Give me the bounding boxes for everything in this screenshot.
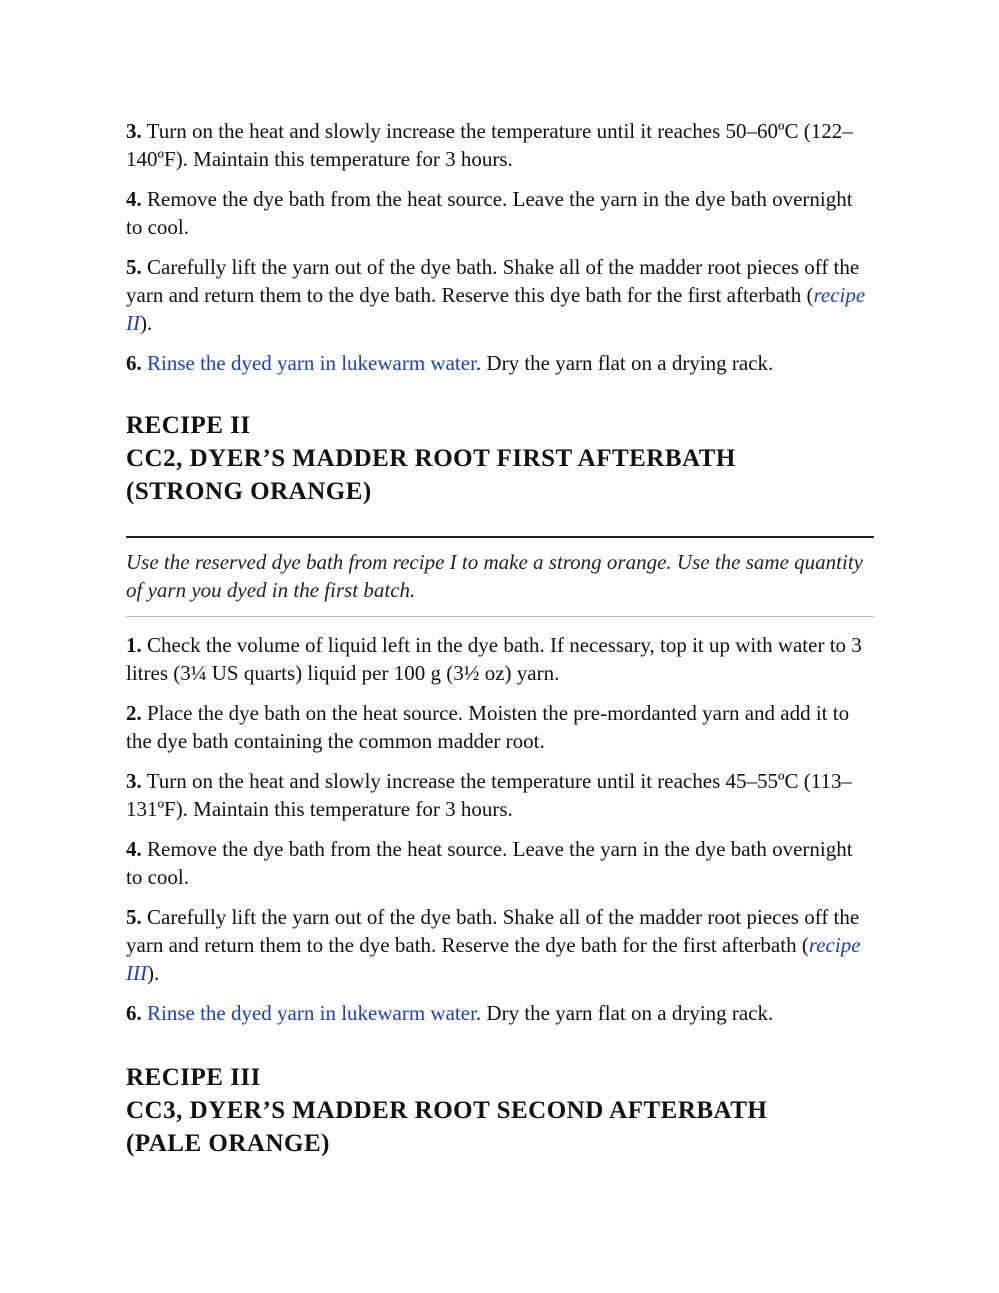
step-number: 2.	[126, 701, 142, 725]
step-text: Turn on the heat and slowly increase the temperature until it reaches 45–55ºC (113–131ºF). Maintain this temperature for 3 hours.	[126, 769, 852, 821]
step-text: Carefully lift the yarn out of the dye bath. Shake all of the madder root pieces off the yarn and return them to the dye bath. Reserve the dye bath for the first afterbath (	[126, 905, 860, 957]
rinse-yarn-link[interactable]: Rinse the dyed yarn in lukewarm water	[147, 351, 476, 375]
step-text-end: ).	[140, 311, 153, 335]
recipe-ii-link[interactable]: recipe II	[126, 283, 866, 335]
recipe-ii-title-line1: CC2, DYER’S MADDER ROOT FIRST AFTERBATH	[126, 445, 736, 472]
step-text: Place the dye bath on the heat source. Moisten the pre-mordanted yarn and add it to the dye bath containing the common madder root.	[126, 701, 850, 753]
recipe-ii-step-4	[126, 835, 874, 891]
recipe-iii-title-line2: (PALE ORANGE)	[126, 1130, 330, 1157]
recipe-ii-heading	[126, 409, 874, 508]
recipe-iii-label: RECIPE III	[126, 1064, 261, 1091]
step-3	[126, 117, 874, 173]
step-text: Remove the dye bath from the heat source. Leave the yarn in the dye bath overnight to cool.	[126, 837, 853, 889]
divider-thick	[126, 536, 874, 538]
step-number: 1.	[126, 633, 142, 657]
step-5	[126, 253, 874, 337]
step-number: 4.	[126, 187, 142, 211]
step-text: Turn on the heat and slowly increase the temperature until it reaches 50–60ºC (122–140ºF). Maintain this temperature for 3 hours.	[126, 119, 853, 171]
step-number: 3.	[126, 769, 142, 793]
recipe-iii-heading	[126, 1061, 874, 1160]
recipe-iii-title-line1: CC3, DYER’S MADDER ROOT SECOND AFTERBATH	[126, 1097, 768, 1124]
step-number: 6.	[126, 351, 142, 375]
step-text: Carefully lift the yarn out of the dye bath. Shake all of the madder root pieces off the yarn and return them to the dye bath. Reserve this dye bath for the first afterbath (	[126, 255, 860, 307]
recipe-iii-section	[126, 1061, 874, 1160]
step-text: Remove the dye bath from the heat source. Leave the yarn in the dye bath overnight to cool.	[126, 187, 853, 239]
step-text-end: . Dry the yarn flat on a drying rack.	[475, 351, 774, 375]
step-text-end: ).	[146, 961, 160, 985]
rinse-yarn-link[interactable]: Rinse the dyed yarn in lukewarm water	[147, 1001, 476, 1025]
recipe-ii-step-2	[126, 699, 874, 755]
step-number: 6.	[126, 1001, 142, 1025]
recipe-ii-label: RECIPE II	[126, 412, 251, 439]
divider-thin	[126, 616, 874, 617]
step-4	[126, 185, 874, 241]
step-text: Check the volume of liquid left in the dye bath. If necessary, top it up with water to 3 litres (3¼ US quarts) liquid per 100 g (3½ oz) yarn.	[126, 633, 862, 685]
step-number: 5.	[126, 255, 142, 279]
step-text-end: . Dry the yarn flat on a drying rack.	[475, 1001, 774, 1025]
recipe-iii-link[interactable]: recipe III	[126, 933, 861, 985]
recipe-ii-step-6	[126, 999, 874, 1027]
step-number: 4.	[126, 837, 142, 861]
document-page	[126, 117, 874, 1160]
recipe-ii-section	[126, 409, 874, 1027]
recipe-ii-intro: Use the reserved dye bath from recipe I to make a strong orange. Use the same quantity of yarn you dyed in the first batch.	[126, 550, 863, 602]
step-number: 3.	[126, 119, 142, 143]
step-number: 5.	[126, 905, 142, 929]
recipe-ii-step-5	[126, 903, 874, 987]
recipe-ii-title-line2: (STRONG ORANGE)	[126, 478, 372, 505]
recipe-ii-step-3	[126, 767, 874, 823]
recipe-ii-step-1	[126, 631, 874, 687]
step-6	[126, 349, 874, 377]
